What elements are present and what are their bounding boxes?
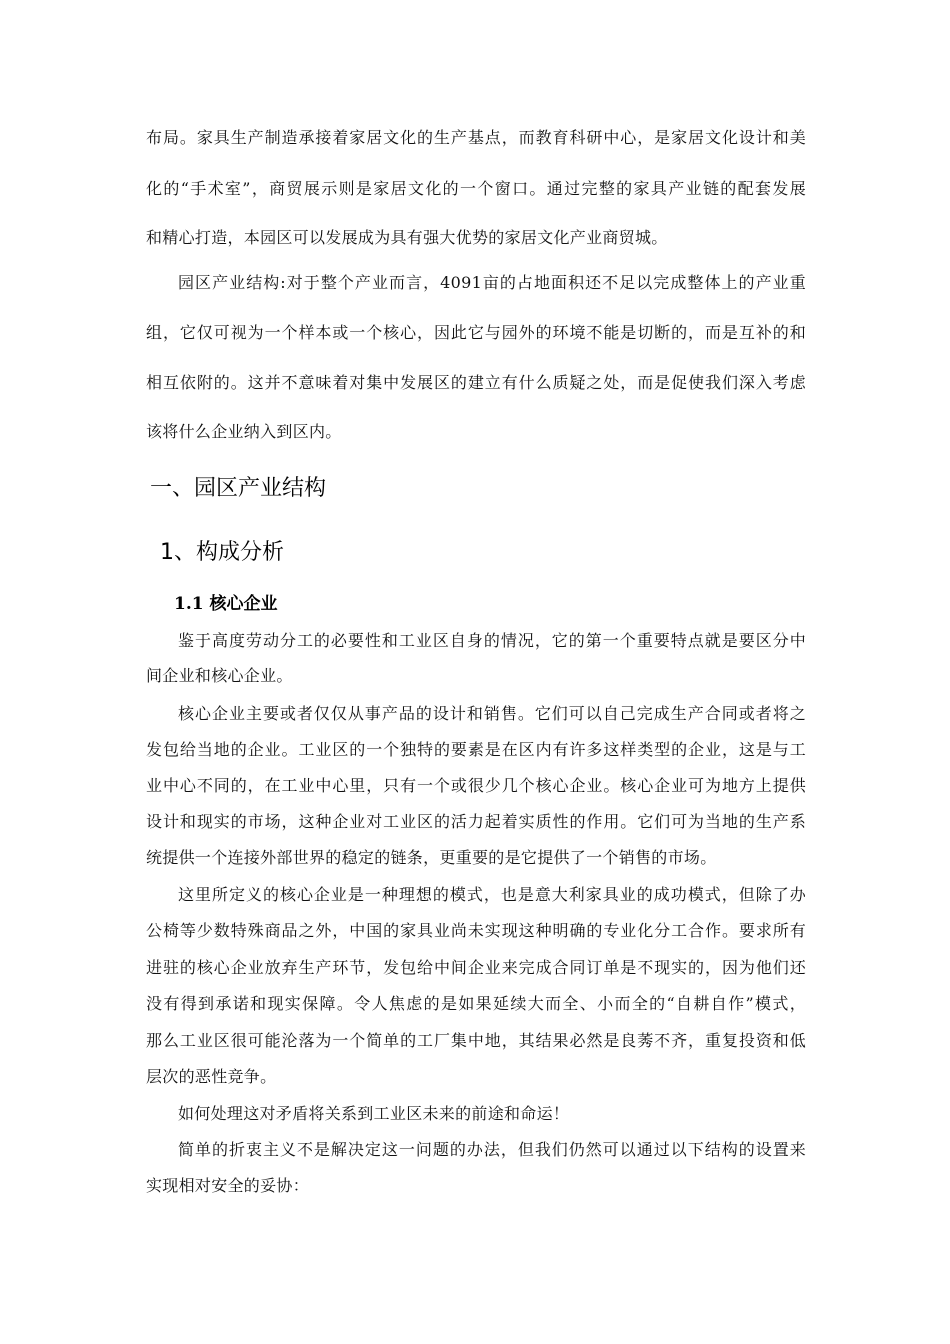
heading-level-1: 一、园区产业结构 bbox=[150, 476, 327, 501]
body-p5-line-2: 实现相对安全的妥协： bbox=[146, 1176, 310, 1195]
body-p3-line-6: 层次的恶性竞争。 bbox=[146, 1067, 277, 1086]
body-p4-line-1: 如何处理这对矛盾将关系到工业区未来的前途和命运！ bbox=[178, 1104, 570, 1123]
body-p5-line-1: 简单的折衷主义不是解决定这一问题的办法，但我们仍然可以通过以下结构的设置来 bbox=[178, 1140, 806, 1159]
intro-p1-line-1: 布局。家具生产制造承接着家居文化的生产基点，而教育科研中心，是家居文化设计和美 bbox=[146, 128, 806, 147]
body-p1-line-2: 间企业和核心企业。 bbox=[146, 666, 293, 685]
intro-p1-line-3: 和精心打造，本园区可以发展成为具有强大优势的家居文化产业商贸城。 bbox=[146, 228, 668, 247]
body-p2-line-1: 核心企业主要或者仅仅从事产品的设计和销售。它们可以自己完成生产合同或者将之 bbox=[178, 704, 806, 723]
body-p3-line-4: 没有得到承诺和现实保障。令人焦虑的是如果延续大而全、小而全的“自耕自作”模式， bbox=[146, 994, 806, 1013]
body-p2-line-2: 发包给当地的企业。工业区的一个独特的要素是在区内有许多这样类型的企业，这是与工 bbox=[146, 740, 806, 759]
intro-p2-line-3: 相互依附的。这并不意味着对集中发展区的建立有什么质疑之处，而是促使我们深入考虑 bbox=[146, 373, 806, 392]
body-p3-line-3: 进驻的核心企业放弃生产环节，发包给中间企业来完成合同订单是不现实的，因为他们还 bbox=[146, 958, 806, 977]
intro-p2-line-4: 该将什么企业纳入到区内。 bbox=[146, 422, 342, 441]
heading-level-3: 1.1 核心企业 bbox=[174, 594, 278, 614]
body-p3-line-2: 公椅等少数特殊商品之外，中国的家具业尚未实现这种明确的专业化分工合作。要求所有 bbox=[146, 921, 806, 940]
body-p3-line-5: 那么工业区很可能沦落为一个简单的工厂集中地，其结果必然是良莠不齐，重复投资和低 bbox=[146, 1031, 806, 1050]
body-p2-line-4: 设计和现实的市场，这种企业对工业区的活力起着实质性的作用。它们可为当地的生产系 bbox=[146, 812, 806, 831]
intro-p2-line-1: 园区产业结构:对于整个产业而言，4091亩的占地面积还不足以完成整体上的产业重 bbox=[178, 273, 806, 292]
body-p1-line-1: 鉴于高度劳动分工的必要性和工业区自身的情况，它的第一个重要特点就是要区分中 bbox=[178, 631, 806, 650]
body-p2-line-5: 统提供一个连接外部世界的稳定的链条，更重要的是它提供了一个销售的市场。 bbox=[146, 848, 717, 867]
heading-level-2: 1、构成分析 bbox=[160, 540, 284, 565]
body-p3-line-1: 这里所定义的核心企业是一种理想的模式，也是意大利家具业的成功模式，但除了办 bbox=[178, 885, 806, 904]
body-p2-line-3: 业中心不同的，在工业中心里，只有一个或很少几个核心企业。核心企业可为地方上提供 bbox=[146, 776, 806, 795]
intro-p2-line-2: 组，它仅可视为一个样本或一个核心，因此它与园外的环境不能是切断的，而是互补的和 bbox=[146, 323, 806, 342]
intro-p1-line-2: 化的“手术室”，商贸展示则是家居文化的一个窗口。通过完整的家具产业链的配套发展 bbox=[146, 179, 806, 198]
